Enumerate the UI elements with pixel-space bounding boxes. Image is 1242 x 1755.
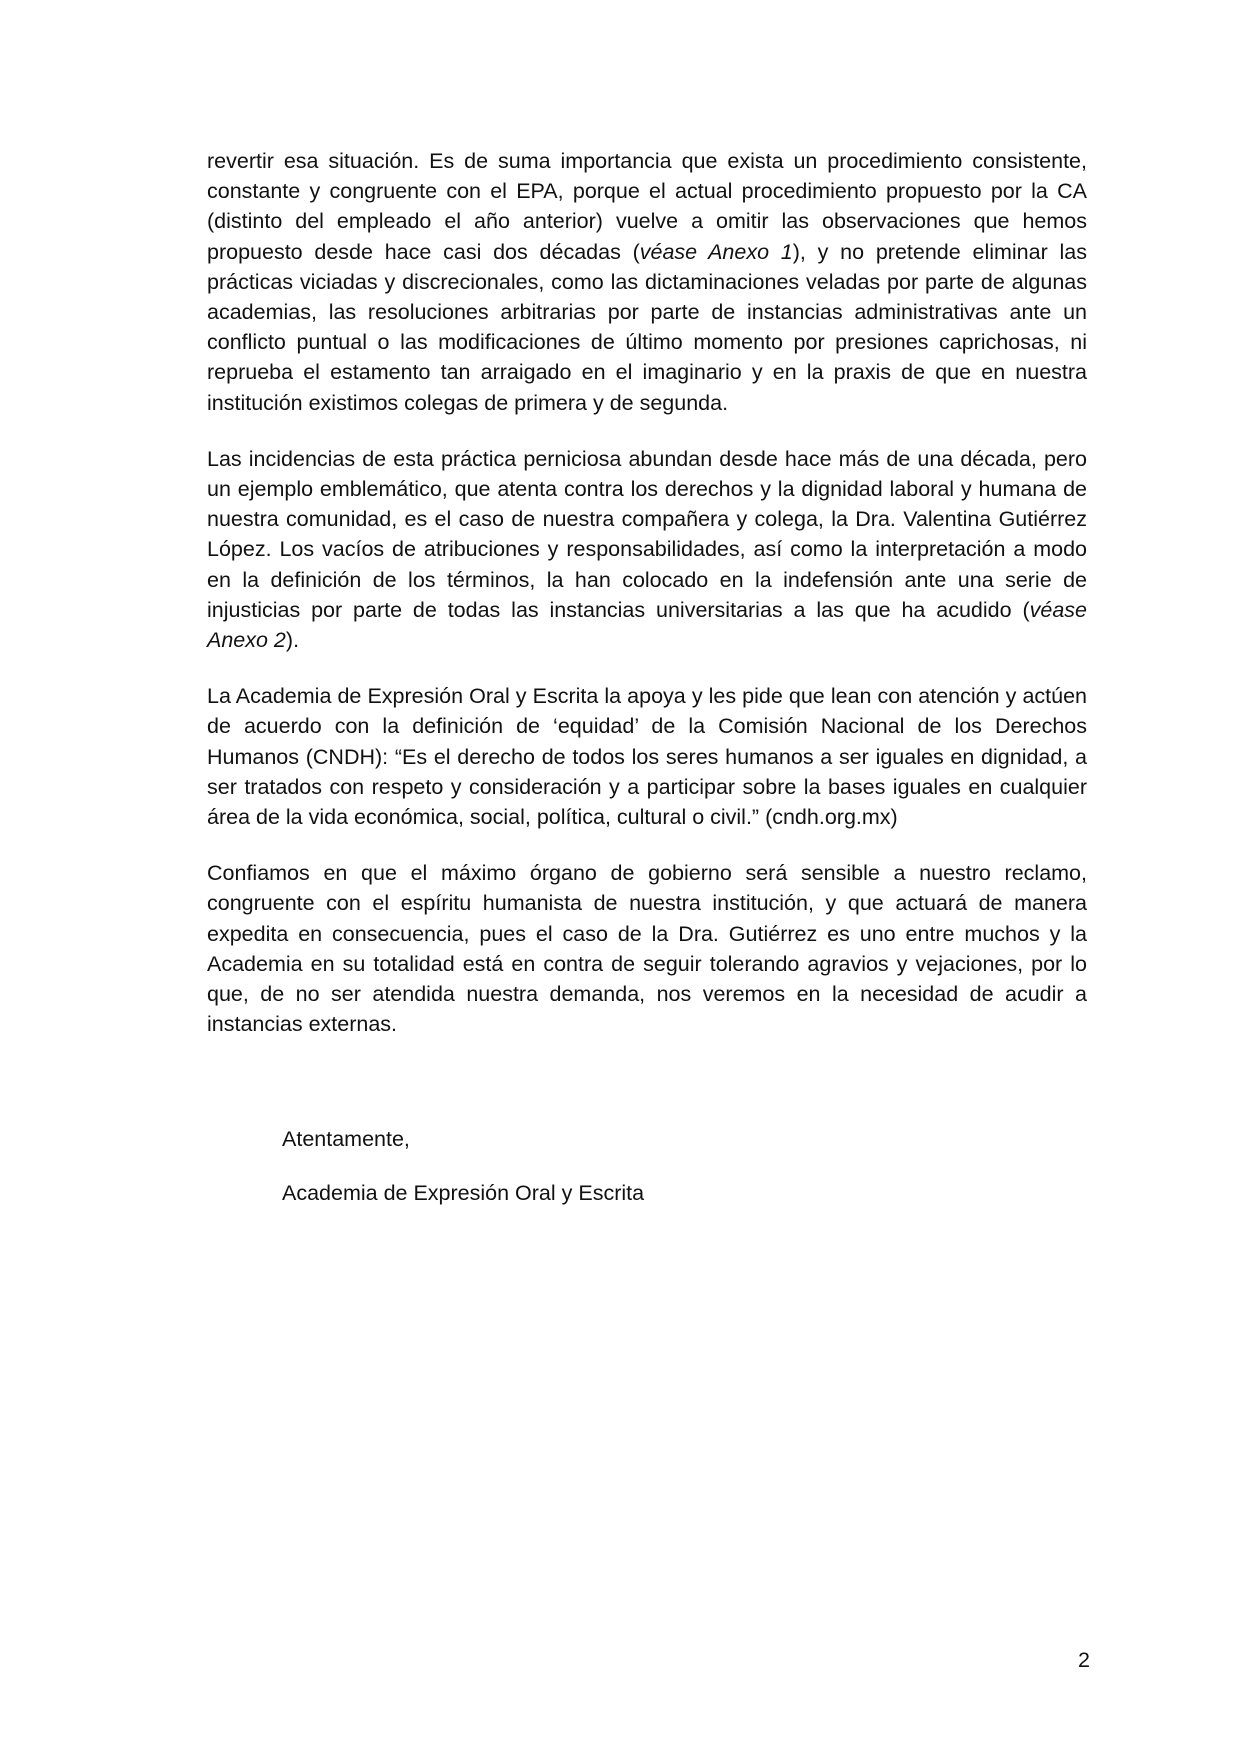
signature: Academia de Expresión Oral y Escrita (282, 1181, 645, 1205)
annex-1-reference: véase Anexo 1 (639, 239, 793, 264)
page-number: 2 (1078, 1648, 1090, 1672)
paragraph-2 (207, 444, 1087, 655)
paragraph-4-text: Confiamos en que el máximo órgano de gobierno será sensible a nuestro reclamo, congruente con el espíritu humanista de nuestra institución, y que actuará de manera expedita en consecuencia, pues el caso de la Dra. Gutiérrez es uno entre muchos y la Academia en su totalidad está en contra de seguir tolerando agravios y vejaciones, por lo que, de no ser atendida nuestra demanda, nos veremos en la necesidad de acudir a instancias externas. (207, 861, 1087, 1037)
paragraph-3-text: La Academia de Expresión Oral y Escrita la apoya y les pide que lean con atención y actúen de acuerdo con la definición de ‘equidad’ de la Comisión Nacional de los Derechos Humanos (CNDH): “Es el derecho de todos los seres humanos a ser iguales en dignidad, a ser tratados con respeto y consideración y a participar sobre la bases iguales en cualquier área de la vida económica, social, política, cultural o civil.” (cndh.org.mx) (207, 684, 1087, 830)
paragraph-1 (207, 146, 1087, 418)
annex-2-reference: véase Anexo 2 (207, 597, 1087, 653)
salutation: Atentamente, (282, 1127, 410, 1151)
paragraph-2-text-b: ). (285, 628, 300, 653)
paragraph-1-text-a: revertir esa situación. Es de suma importancia que exista un procedimiento consistente, constante y congruente con el EPA, porque el actual procedimiento propuesto por la CA (distinto del empleado el año anterior) vuelve a omitir las observaciones que hemos propuesto desde hace casi dos décadas ( (207, 149, 1087, 264)
paragraph-1-text-b: ), y no pretende eliminar las prácticas viciadas y discrecionales, como las dictaminaciones veladas por parte de algunas academias, las resoluciones arbitrarias por parte de instancias administrativas ante un conflicto puntual o las modificaciones de último momento por presiones caprichosas, ni reprueba el estamento tan arraigado en el imaginario y en la praxis de que en nuestra institución existimos colegas de primera y de segunda. (207, 239, 1087, 415)
paragraph-2-text-a: Las incidencias de esta práctica perniciosa abundan desde hace más de una década, pero un ejemplo emblemático, que atenta contra los derechos y la dignidad laboral y humana de nuestra comunidad, es el caso de nuestra compañera y colega, la Dra. Valentina Gutiérrez López. Los vacíos de atribuciones y responsabilidades, así como la interpretación a modo en la definición de los términos, la han colocado en la indefensión ante una serie de injusticias por parte de todas las instancias universitarias a las que ha acudido ( (207, 446, 1087, 622)
paragraph-4 (207, 858, 1087, 1039)
letter-body (207, 146, 1087, 1039)
letter-closing (282, 1124, 644, 1208)
paragraph-3 (207, 681, 1087, 832)
